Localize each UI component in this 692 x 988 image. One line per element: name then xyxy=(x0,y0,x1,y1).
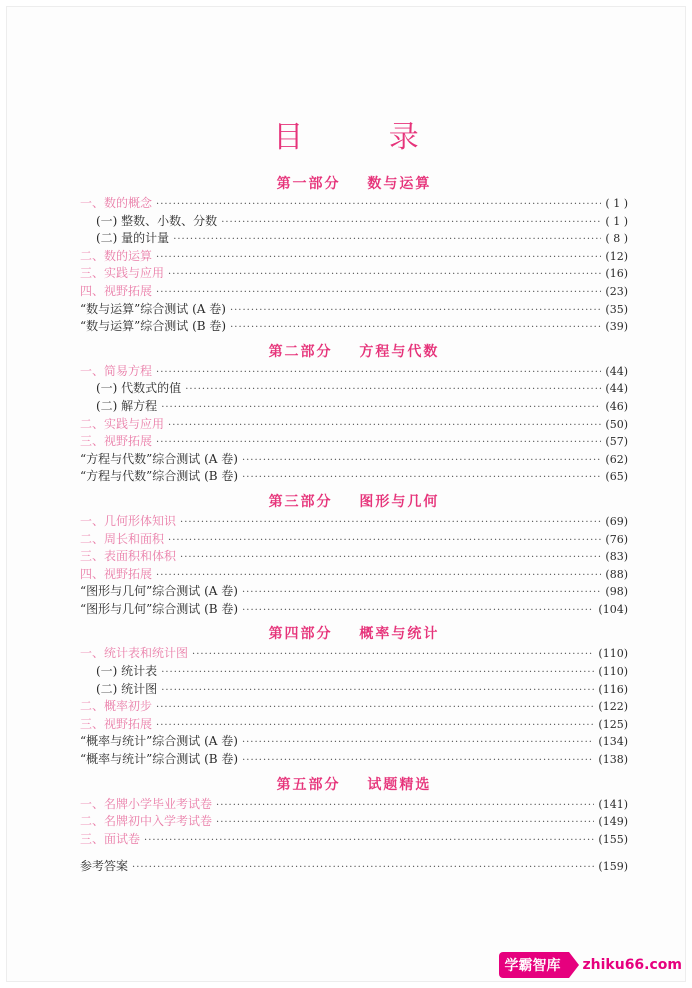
watermark xyxy=(499,952,683,978)
toc-entry-page: (65) xyxy=(605,470,628,484)
watermark-logo: 学霸智库 xyxy=(499,952,569,978)
toc-entry[interactable] xyxy=(80,398,628,416)
leader-dots xyxy=(242,584,601,602)
toc-entry-page: (116) xyxy=(598,682,628,696)
toc-entry-text: 一、简易方程 xyxy=(80,363,153,378)
leader-dots xyxy=(156,284,601,302)
toc-entry[interactable] xyxy=(80,230,628,248)
toc-entry-text: “数与运算”综合测试 (B 卷) xyxy=(80,319,227,334)
toc-entry[interactable] xyxy=(80,363,628,381)
toc-entry-page: (134) xyxy=(598,735,628,749)
toc-entry[interactable] xyxy=(80,583,628,601)
toc-entry-page: (57) xyxy=(605,435,628,449)
leader-dots xyxy=(156,434,601,452)
section-heading: 第四部分 概率与统计 xyxy=(268,626,440,643)
toc-entry-text: “方程与代数”综合测试 (A 卷) xyxy=(80,451,238,466)
toc-entry-page: (12) xyxy=(605,249,628,263)
toc-entry[interactable] xyxy=(80,195,628,213)
toc-entry-page: ( 8 ) xyxy=(605,232,628,246)
toc-entry[interactable] xyxy=(80,380,628,398)
toc-entry-text: 二、周长和面积 xyxy=(80,531,165,546)
leader-dots xyxy=(242,752,594,770)
toc-entry[interactable] xyxy=(80,831,628,849)
watermark-arrow-icon xyxy=(569,952,579,978)
leader-dots xyxy=(161,682,594,700)
toc-entry-text: 三、面试卷 xyxy=(80,831,141,846)
toc-entry-text: “方程与代数”综合测试 (B 卷) xyxy=(80,469,239,484)
toc-entry-text: (一) 统计表 xyxy=(96,664,158,679)
toc-entry-page: (44) xyxy=(605,382,628,396)
leader-dots xyxy=(185,381,601,399)
section-heading: 第五部分 试题精选 xyxy=(276,776,432,793)
toc-entry-text: “概率与统计”综合测试 (B 卷) xyxy=(80,752,239,767)
toc-entry-text: 三、视野拓展 xyxy=(80,716,153,731)
toc-entry-page: (69) xyxy=(605,514,628,528)
leader-dots xyxy=(173,231,601,249)
leader-dots xyxy=(216,814,594,832)
leader-dots xyxy=(242,734,594,752)
toc-entry[interactable] xyxy=(80,663,628,681)
toc-entry[interactable] xyxy=(80,531,628,549)
toc-entry-page: (104) xyxy=(598,602,628,616)
page-title: 目 录 xyxy=(273,120,457,155)
toc-entry[interactable] xyxy=(80,601,628,619)
toc-entry[interactable] xyxy=(80,283,628,301)
toc-entry-text: “图形与几何”综合测试 (B 卷) xyxy=(80,601,239,616)
leader-dots xyxy=(161,399,601,417)
toc-entry[interactable] xyxy=(80,645,628,663)
toc-entry-text: 三、表面积和体积 xyxy=(80,549,177,564)
toc-entry-page: (83) xyxy=(605,550,628,564)
leader-dots xyxy=(156,249,601,267)
leader-dots xyxy=(156,717,594,735)
toc-entry[interactable] xyxy=(80,733,628,751)
toc-entry-page: (23) xyxy=(605,284,628,298)
toc-entry-text: 三、实践与应用 xyxy=(80,266,165,281)
toc-entry-page: (50) xyxy=(605,417,628,431)
leader-dots xyxy=(230,319,601,337)
toc-entry[interactable] xyxy=(80,416,628,434)
leader-dots xyxy=(242,469,601,487)
leader-dots xyxy=(242,602,594,620)
leader-dots xyxy=(180,549,601,567)
leader-dots xyxy=(168,266,601,284)
leader-dots xyxy=(156,567,601,585)
toc-entry-page: (98) xyxy=(605,585,628,599)
leader-dots xyxy=(144,832,594,850)
section-heading: 第一部分 数与运算 xyxy=(276,176,432,192)
toc-entry-page: (155) xyxy=(598,832,628,846)
leader-dots xyxy=(168,532,601,550)
leader-dots xyxy=(161,664,594,682)
toc-entry-page: (88) xyxy=(605,567,628,581)
toc-entry-text: 一、数的概念 xyxy=(80,196,153,210)
leader-dots xyxy=(221,214,601,232)
toc-entry-page: (16) xyxy=(605,267,628,281)
toc-entry[interactable] xyxy=(80,751,628,769)
leader-dots xyxy=(168,417,601,435)
toc-entry[interactable] xyxy=(80,796,628,814)
toc-entry-page: (110) xyxy=(598,647,628,661)
toc-entry-page: (149) xyxy=(598,815,628,829)
toc-entry-text: 四、视野拓展 xyxy=(80,566,153,581)
leader-dots xyxy=(156,364,601,382)
toc-entry[interactable] xyxy=(80,513,628,531)
toc-entry[interactable] xyxy=(80,265,628,283)
toc-entry-text: 二、概率初步 xyxy=(80,699,153,714)
section-heading: 第三部分 图形与几何 xyxy=(268,493,440,510)
toc-entry-page: (76) xyxy=(605,532,628,546)
toc-entry-text: “概率与统计”综合测试 (A 卷) xyxy=(80,734,238,749)
leader-dots xyxy=(156,699,594,717)
toc-entry[interactable] xyxy=(80,813,628,831)
toc-entry-page: ( 1 ) xyxy=(605,197,628,210)
leader-dots xyxy=(132,859,594,877)
toc-entry-page: (110) xyxy=(598,665,628,679)
toc-entry-text: (一) 代数式的值 xyxy=(96,381,182,396)
toc-entry-answers[interactable] xyxy=(80,858,628,876)
toc-entry[interactable] xyxy=(80,681,628,699)
toc-entry[interactable] xyxy=(80,451,628,469)
toc-entry-text: “图形与几何”综合测试 (A 卷) xyxy=(80,584,238,599)
toc-entry[interactable] xyxy=(80,468,628,486)
toc-entry-text: 二、名牌初中入学考试卷 xyxy=(80,814,213,829)
toc-entry-page: (39) xyxy=(605,320,628,334)
toc-entry-page: (44) xyxy=(605,364,628,378)
toc-entry[interactable] xyxy=(80,698,628,716)
toc-entry-page: (125) xyxy=(598,717,628,731)
table-of-contents xyxy=(80,168,628,876)
toc-entry[interactable] xyxy=(80,566,628,584)
toc-entry[interactable] xyxy=(80,716,628,734)
toc-entry[interactable] xyxy=(80,213,628,231)
toc-entry-text: (二) 解方程 xyxy=(96,398,158,413)
toc-entry-text: (二) 量的计量 xyxy=(96,231,170,246)
leader-dots xyxy=(230,302,601,320)
toc-entry-page: (122) xyxy=(598,700,628,714)
toc-entry-page: (138) xyxy=(598,753,628,767)
toc-entry-page: (62) xyxy=(605,452,628,466)
toc-entry-text: 一、几何形体知识 xyxy=(80,513,177,528)
toc-entry-text: 一、统计表和统计图 xyxy=(80,646,189,661)
toc-entry-text: 三、视野拓展 xyxy=(80,434,153,449)
leader-dots xyxy=(192,646,594,664)
toc-entry-text: “数与运算”综合测试 (A 卷) xyxy=(80,301,226,316)
leader-dots xyxy=(180,514,601,532)
toc-entry-page: (141) xyxy=(598,797,628,811)
toc-entry[interactable] xyxy=(80,301,628,319)
toc-entry-page: (35) xyxy=(605,302,628,316)
toc-entry-text: 四、视野拓展 xyxy=(80,283,153,298)
toc-entry-text: (二) 统计图 xyxy=(96,681,158,696)
toc-entry-text: 一、名牌小学毕业考试卷 xyxy=(80,796,213,811)
toc-entry-text: 二、数的运算 xyxy=(80,248,153,263)
toc-entry-text: 参考答案 xyxy=(80,859,129,874)
toc-entry-text: 二、实践与应用 xyxy=(80,416,165,431)
toc-entry[interactable] xyxy=(80,248,628,266)
leader-dots xyxy=(216,797,594,815)
section-heading: 第二部分 方程与代数 xyxy=(268,343,440,360)
toc-entry-page: (46) xyxy=(605,399,628,413)
leader-dots xyxy=(156,196,601,214)
watermark-url: zhiku66.com xyxy=(582,957,682,973)
toc-entry-text: (一) 整数、小数、分数 xyxy=(96,213,218,228)
toc-entry[interactable] xyxy=(80,318,628,336)
toc-entry[interactable] xyxy=(80,548,628,566)
toc-entry-page: (159) xyxy=(598,860,628,874)
toc-entry[interactable] xyxy=(80,433,628,451)
leader-dots xyxy=(242,452,601,470)
toc-entry-page: ( 1 ) xyxy=(605,214,628,228)
